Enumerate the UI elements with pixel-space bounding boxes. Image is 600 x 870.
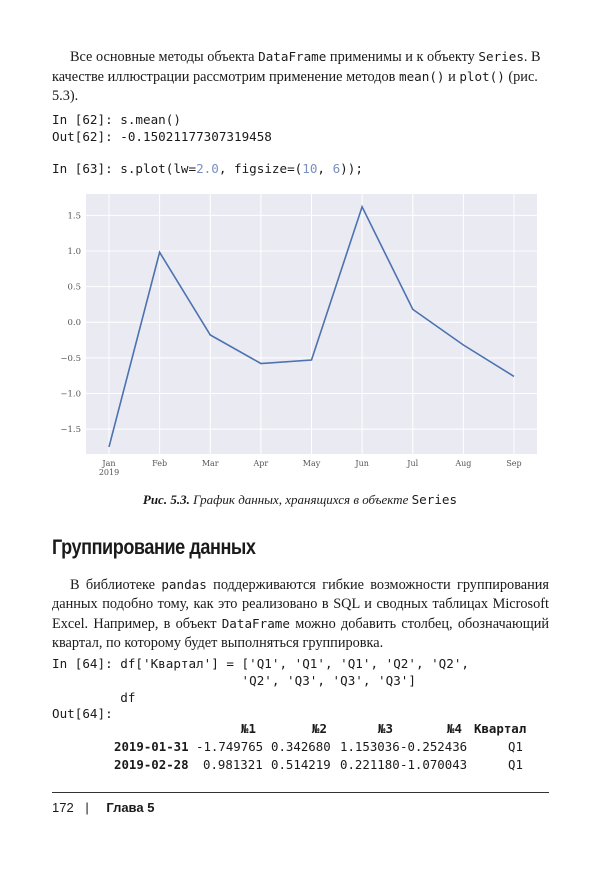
- table-cell: 0.342680: [271, 739, 331, 754]
- table-row-index: 2019-02-28: [114, 757, 189, 772]
- code-in62: In [62]: s.mean(): [52, 112, 181, 127]
- table-header: №4: [447, 721, 462, 736]
- x-tick-label: Feb: [152, 459, 168, 468]
- section-paragraph: В библиотеке pandas поддерживаются гибкие возможности группирования данных подобно тому, как это реализовано в SQL и сводных таблицах Microsoft Excel. Например, в объект DataFrame можно добавить столбец, обозначающий квартал, по которому будет выполняться группировка.: [52, 577, 550, 651]
- page-number: 172: [52, 800, 74, 815]
- y-tick-label: −1.0: [60, 389, 81, 400]
- y-tick-label: 0.5: [67, 282, 81, 293]
- table-cell: 0.221180: [340, 757, 400, 772]
- code-in64-line1: In [64]: df['Квартал'] = ['Q1', 'Q1', 'Q1', 'Q2', 'Q2',: [52, 656, 470, 671]
- dataframe-table: [0, 720, 600, 780]
- code-in63: In [63]: s.plot(lw=2.0, figsize=(10, 6));: [52, 161, 363, 176]
- y-tick-label: 1.5: [67, 211, 81, 222]
- x-tick-label: Jul: [407, 459, 419, 468]
- table-cell: Q1: [508, 739, 523, 754]
- table-header: №2: [312, 721, 327, 736]
- table-cell: Q1: [508, 757, 523, 772]
- x-tick-label: 2019: [98, 468, 120, 477]
- code-in64-line2: 'Q2', 'Q3', 'Q3', 'Q3']: [52, 673, 416, 688]
- code-out62: Out[62]: -0.15021177307319458: [52, 129, 272, 144]
- page-footer: [52, 800, 154, 815]
- x-tick-label: Mar: [201, 459, 219, 468]
- chapter-label: Глава 5: [106, 800, 155, 815]
- y-tick-label: 0.0: [67, 318, 81, 329]
- table-header: №1: [241, 721, 256, 736]
- code-in64-line3: df: [52, 690, 136, 705]
- figure-caption: Рис. 5.3. График данных, хранящихся в объекте Series: [142, 492, 458, 507]
- table-header: Квартал: [474, 721, 527, 736]
- intro-paragraph: Все основные методы объекта DataFrame применимы и к объекту Series. В качестве иллюстрации рассмотрим применение методов mean() и plot() (рис. 5.3).: [52, 49, 541, 104]
- section-heading: Группирование данных: [52, 536, 256, 559]
- footer-divider: [52, 792, 549, 793]
- table-row-index: 2019-01-31: [114, 739, 189, 754]
- x-tick-label: Sep: [506, 459, 522, 468]
- table-cell: 1.153036: [340, 739, 400, 754]
- y-tick-label: 1.0: [67, 246, 81, 257]
- table-cell: -1.070043: [400, 757, 468, 772]
- x-tick-label: Jun: [355, 459, 369, 468]
- code-out64: Out[64]:: [52, 706, 113, 721]
- y-tick-label: −0.5: [60, 353, 81, 364]
- x-tick-label: Aug: [455, 459, 472, 468]
- x-tick-label: Jan: [102, 459, 116, 468]
- table-cell: 0.981321: [203, 757, 263, 772]
- x-tick-label: May: [302, 459, 321, 468]
- series-line-chart: [52, 190, 549, 490]
- table-cell: -0.252436: [400, 739, 468, 754]
- table-cell: -1.749765: [196, 739, 264, 754]
- footer-separator: |: [85, 800, 89, 815]
- y-tick-label: −1.5: [60, 425, 81, 436]
- table-header: №3: [378, 721, 393, 736]
- x-tick-label: Apr: [253, 459, 269, 468]
- table-cell: 0.514219: [271, 757, 331, 772]
